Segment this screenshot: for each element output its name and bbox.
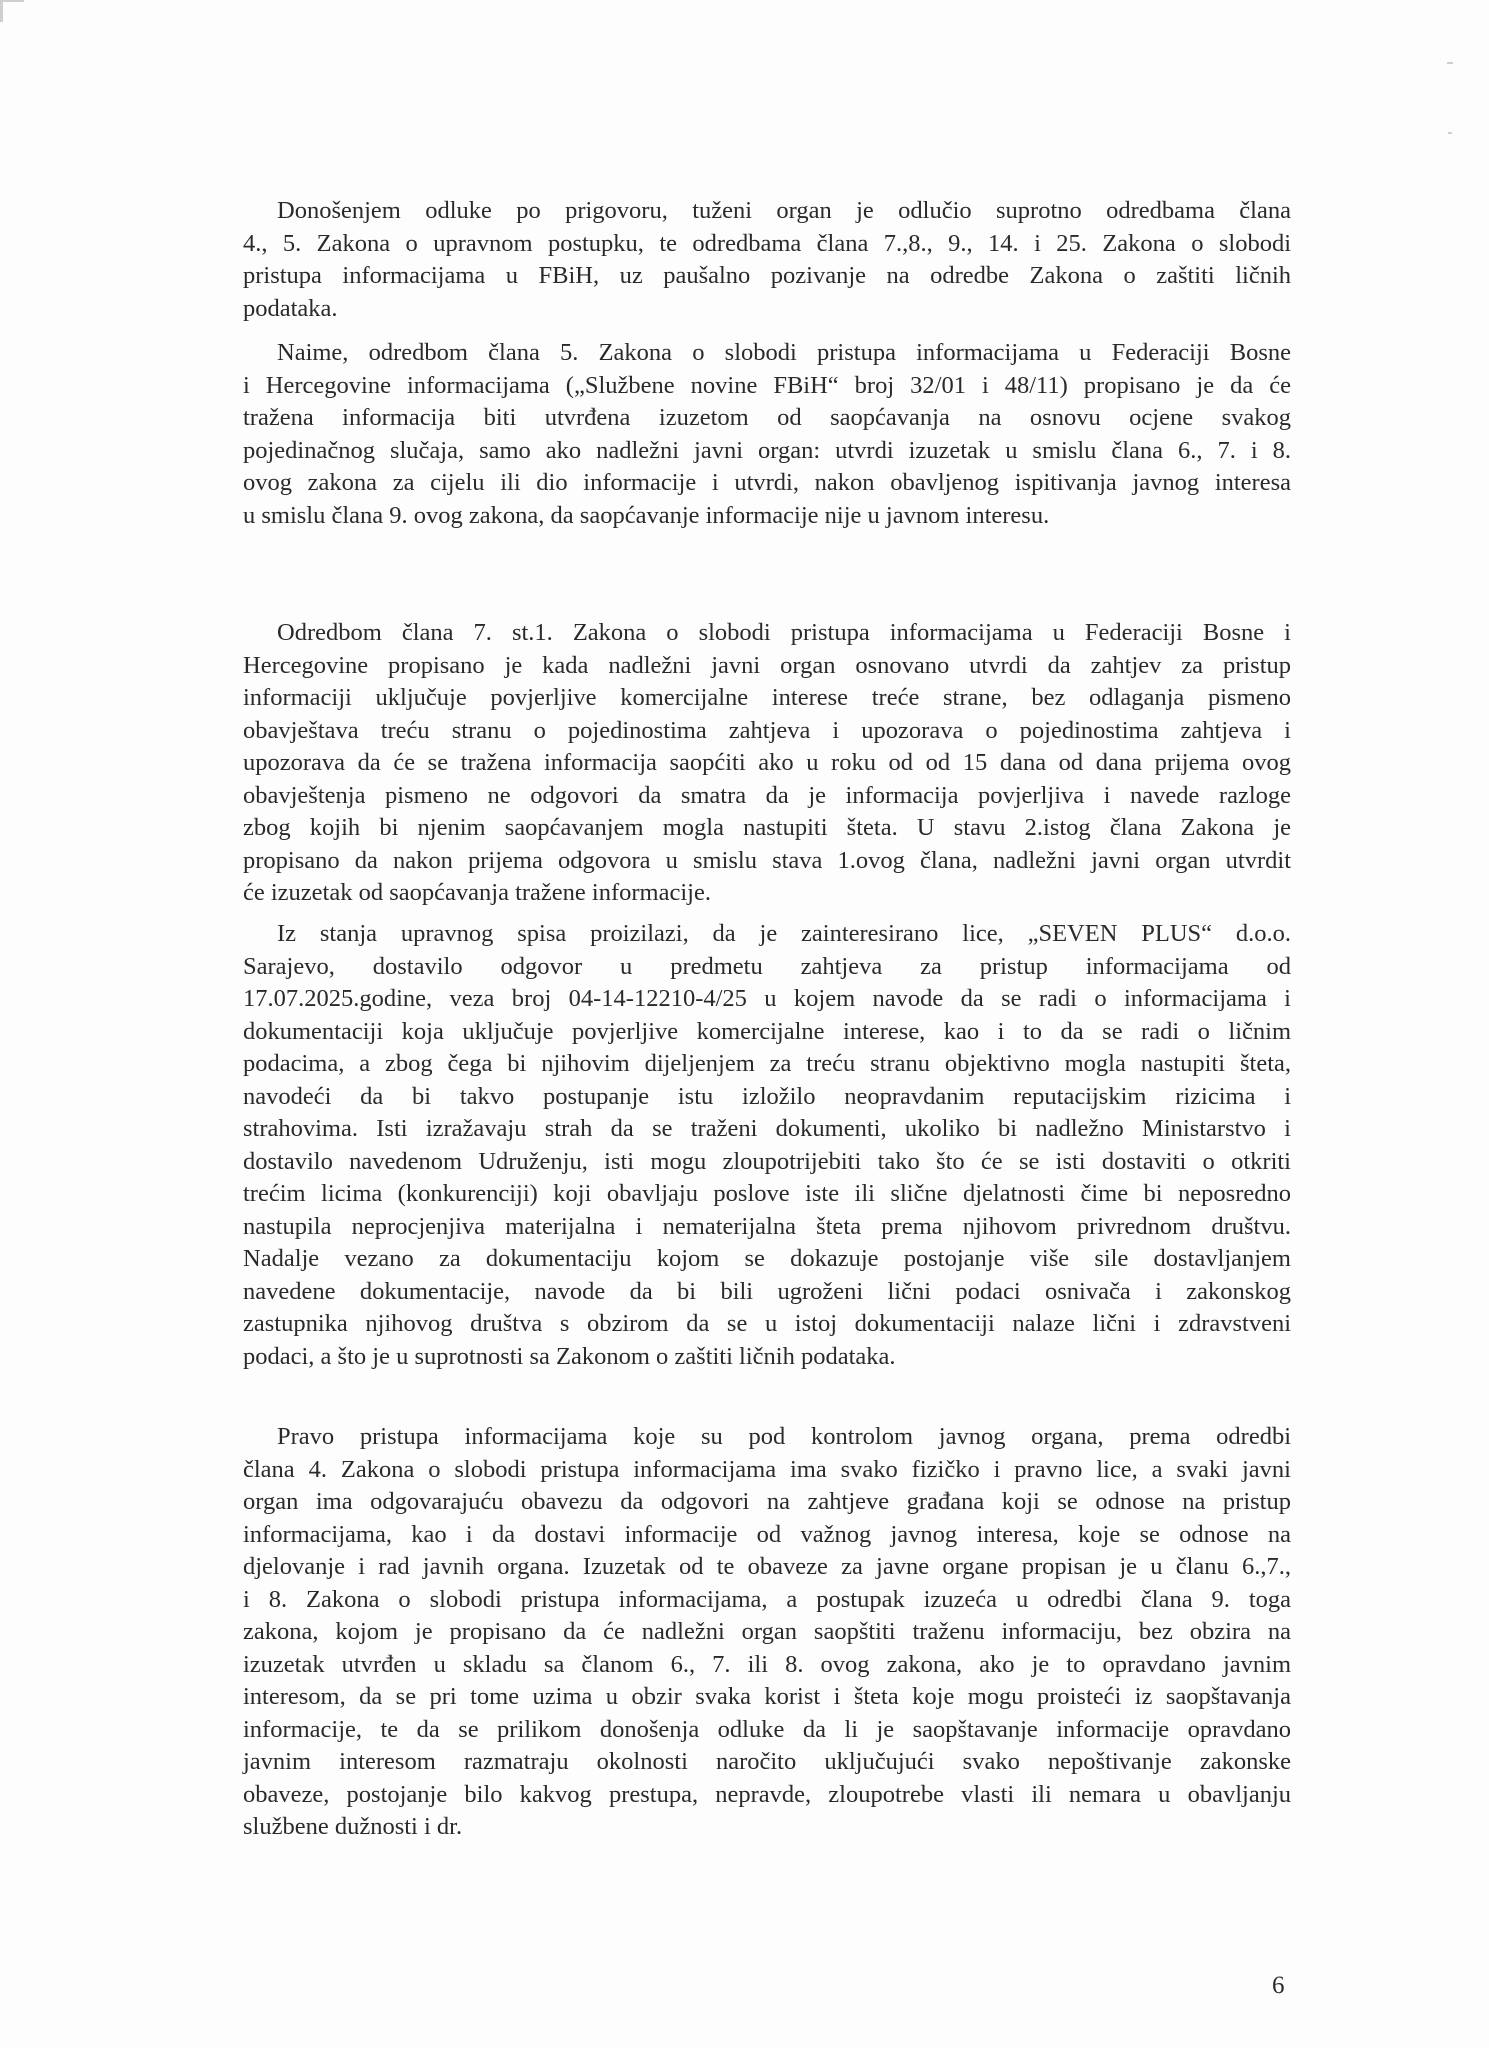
text-line: će izuzetak od saopćavanja tražene informacije.: [243, 879, 711, 906]
paragraph: [243, 617, 1291, 910]
text-line: informacije, te da se prilikom donošenja odluke da li je saopštavanje informacije opravdano: [243, 1715, 1291, 1743]
text-line: Naime, odredbom člana 5. Zakona o slobodi pristupa informacijama u Federaciji Bosne: [277, 339, 1291, 366]
text-line: nastupila neprocjenjiva materijalna i nematerijalna šteta prema njihovom privrednom društvu.: [243, 1212, 1291, 1240]
text-line: dostavilo navedenom Udruženju, isti mogu zloupotrijebiti tako što će se isti dostaviti o otkriti: [243, 1147, 1291, 1175]
text-line: interesom, da se pri tome uzima u obzir svaka korist i šteta koje mogu proisteći iz saopštavanja: [243, 1683, 1291, 1710]
scan-edge-line: [0, 0, 24, 2]
text-line: Nadalje vezano za dokumentaciju kojom se dokazuje postojanje više sile dostavljanjem: [243, 1245, 1291, 1272]
text-line: propisano da nakon prijema odgovora u smislu stava 1.ovog člana, nadležni javni organ utvrdit: [243, 846, 1291, 874]
paragraph: [243, 195, 1291, 325]
text-line: organ ima odgovarajuću obavezu da odgovori na zahtjeve građana koji se odnose na pristup: [243, 1488, 1291, 1515]
text-line: Sarajevo, dostavilo odgovor u predmetu zahtjeva za pristup informacijama od: [243, 952, 1291, 980]
text-line: obaveze, postojanje bilo kakvog prestupa, nepravde, zloupotrebe vlasti ili nemara u obavljanju: [243, 1780, 1291, 1808]
text-line: Hercegovine propisano je kada nadležni javni organ osnovano utvrdi da zahtjev za pristup: [243, 651, 1291, 679]
scan-speck: [1448, 132, 1452, 134]
paragraph: [243, 337, 1291, 532]
text-line: javnim interesom razmatraju okolnosti naročito uključujući svako nepoštivanje zakonske: [243, 1748, 1291, 1775]
text-line: tražena informacija biti utvrđena izuzetom od saopćavanja na osnovu ocjene svakog: [243, 404, 1291, 431]
text-line: Odredbom člana 7. st.1. Zakona o slobodi pristupa informacijama u Federaciji Bosne i: [277, 619, 1291, 646]
text-line: podaci, a što je u suprotnosti sa Zakonom o zaštiti ličnih podataka.: [243, 1342, 896, 1370]
scan-speck: [1447, 62, 1453, 64]
text-line: Pravo pristupa informacijama koje su pod kontrolom javnog organa, prema odredbi: [277, 1423, 1291, 1450]
text-line: službene dužnosti i dr.: [243, 1813, 463, 1840]
paragraph: [243, 1421, 1291, 1844]
text-line: navodeći da bi takvo postupanje istu izložilo neopravdanim reputacijskim rizicima i: [243, 1082, 1291, 1110]
text-line: i 8. Zakona o slobodi pristupa informacijama, a postupak izuzeća u odredbi člana 9. toga: [243, 1585, 1291, 1613]
text-line: upozorava da će se tražena informacija saopćiti ako u roku od od 15 dana od dana prijema ovog: [243, 749, 1291, 776]
text-line: Iz stanja upravnog spisa proizilazi, da je zainteresirano lice, „SEVEN PLUS“ d.o.o.: [277, 920, 1291, 947]
text-line: u smislu člana 9. ovog zakona, da saopćavanje informacije nije u javnom interesu.: [243, 501, 1050, 529]
text-line: Donošenjem odluke po prigovoru, tuženi organ je odlučio suprotno odredbama člana: [277, 197, 1291, 224]
text-line: 17.07.2025.godine, veza broj 04-14-12210-4/25 u kojem navode da se radi o informacijama i: [243, 985, 1291, 1012]
scan-edge-line: [0, 0, 3, 22]
text-line: podacima, a zbog čega bi njihovim dijeljenjem za treću stranu objektivno mogla nastupiti šteta,: [243, 1050, 1291, 1077]
text-line: člana 4. Zakona o slobodi pristupa informacijama ima svako fizičko i pravno lice, a svaki javni: [243, 1455, 1291, 1483]
text-line: izuzetak utvrđen u skladu sa članom 6., 7. ili 8. ovog zakona, ako je to opravdano javnim: [243, 1650, 1291, 1678]
text-line: navedene dokumentacije, navode da bi bili ugroženi lični podaci osnivača i zakonskog: [243, 1277, 1291, 1305]
text-line: podataka.: [243, 294, 338, 322]
text-line: 4., 5. Zakona o upravnom postupku, te odredbama člana 7.,8., 9., 14. i 25. Zakona o slobodi: [243, 229, 1291, 257]
text-line: zastupnika njihovog društva s obzirom da se u istoj dokumentaciji nalaze lični i zdravstveni: [243, 1310, 1291, 1337]
text-line: zbog kojih bi njenim saopćavanjem mogla nastupiti šteta. U stavu 2.istog člana Zakona je: [243, 814, 1291, 841]
text-line: djelovanje i rad javnih organa. Izuzetak od te obaveze za javne organe propisan je u članu 6.,7.,: [243, 1553, 1291, 1580]
text-line: pojedinačnog slučaja, samo ako nadležni javni organ: utvrdi izuzetak u smislu člana 6., 7. i 8.: [243, 436, 1291, 464]
text-line: trećim licima (konkurenciji) koji obavljaju poslove iste ili slične djelatnosti čime bi neposredno: [243, 1180, 1291, 1207]
paragraph: [243, 918, 1291, 1373]
text-line: zakona, kojom je propisano da će nadležni organ saopštiti traženu informaciju, bez obzira na: [243, 1618, 1291, 1645]
text-line: dokumentaciji koja uključuje povjerljive komercijalne interese, kao i to da se radi o ličnim: [243, 1017, 1291, 1045]
text-line: strahovima. Isti izražavaju strah da se traženi dokumenti, ukoliko bi nadležno Ministarstvo i: [243, 1115, 1291, 1142]
text-line: i Hercegovine informacijama („Službene novine FBiH“ broj 32/01 i 48/11) propisano je da će: [243, 371, 1291, 399]
text-line: ovog zakona za cijelu ili dio informacije i utvrdi, nakon obavljenog ispitivanja javnog interesa: [243, 469, 1291, 496]
text-line: obavještava treću stranu o pojedinostima zahtjeva i upozorava o pojedinostima zahtjeva i: [243, 716, 1291, 744]
text-line: obavještenja pismeno ne odgovori da smatra da je informacija povjerljiva i navede razloge: [243, 781, 1291, 809]
page-number: 6: [1272, 1972, 1285, 1999]
text-line: informaciji uključuje povjerljive komercijalne interese treće strane, bez odlaganja pismeno: [243, 684, 1291, 711]
text-line: pristupa informacijama u FBiH, uz paušalno pozivanje na odredbe Zakona o zaštiti ličnih: [243, 262, 1291, 289]
text-line: informacijama, kao i da dostavi informacije od važnog javnog interesa, koje se odnose na: [243, 1520, 1291, 1548]
